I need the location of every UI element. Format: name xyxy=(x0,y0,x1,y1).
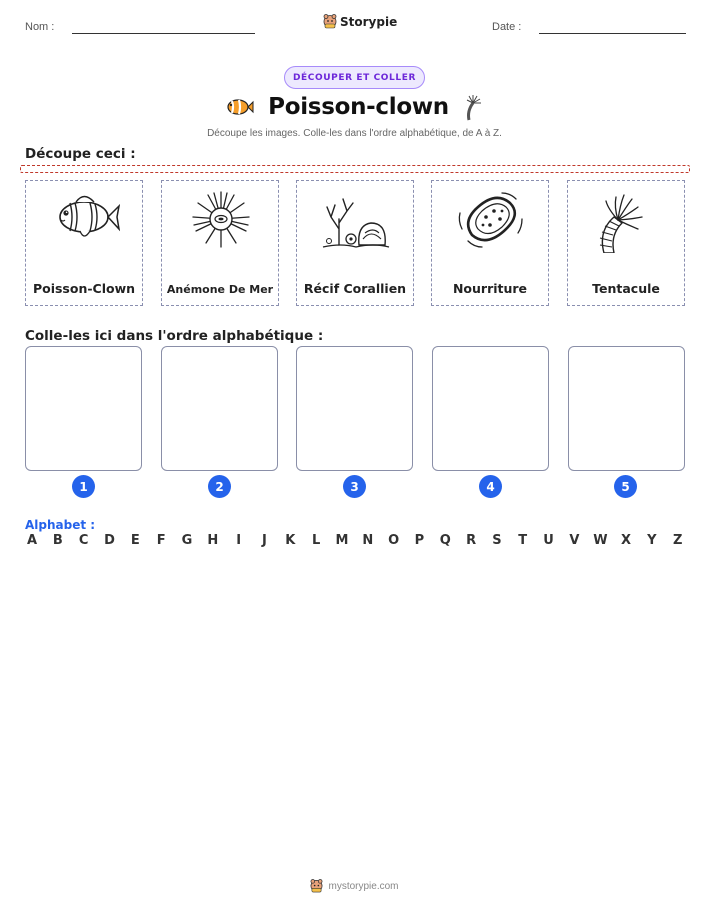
clownfish-icon xyxy=(50,189,120,245)
alphabet-letter: Y xyxy=(647,533,657,548)
storypie-mascot-icon xyxy=(310,879,323,893)
cut-card-poisson-clown[interactable] xyxy=(25,180,143,306)
paste-box-3[interactable] xyxy=(296,346,413,471)
tentacle-icon xyxy=(592,189,662,253)
alphabet-letter: D xyxy=(104,533,115,548)
page-title: Poisson-clown xyxy=(268,94,449,120)
paste-box-2[interactable] xyxy=(161,346,278,471)
card-label: Récif Corallien xyxy=(303,281,407,296)
order-number-1: 1 xyxy=(72,475,95,498)
alphabet-letter: M xyxy=(335,533,349,548)
footer-url[interactable]: mystorypie.com xyxy=(328,880,399,892)
coral-reef-icon xyxy=(321,189,391,251)
alphabet-letter: J xyxy=(262,533,267,548)
alphabet-letter: N xyxy=(362,533,374,548)
instruction-text: Découpe les images. Colle-les dans l'ordre alphabétique, de A à Z. xyxy=(207,128,502,139)
name-line[interactable] xyxy=(72,33,255,34)
card-label: Poisson-Clown xyxy=(32,281,136,296)
alphabet-row xyxy=(25,533,685,548)
alphabet-letter: R xyxy=(466,533,477,548)
food-icon xyxy=(456,189,526,251)
order-number-5: 5 xyxy=(614,475,637,498)
card-label: Nourriture xyxy=(452,281,528,296)
alphabet-letter: Q xyxy=(439,533,451,548)
card-label: Tentacule xyxy=(592,281,660,296)
alphabet-letter: P xyxy=(414,533,425,548)
alphabet-letter: H xyxy=(207,533,219,548)
alphabet-letter: F xyxy=(156,533,166,548)
alphabet-letter: C xyxy=(78,533,89,548)
alphabet-letter: G xyxy=(181,533,193,548)
date-label: Date : xyxy=(492,21,522,33)
alphabet-letter: S xyxy=(492,533,502,548)
card-label: Anémone De Mer xyxy=(166,283,274,296)
alphabet-letter: L xyxy=(311,533,321,548)
paste-box-4[interactable] xyxy=(432,346,549,471)
alphabet-letter: O xyxy=(388,533,400,548)
alphabet-letter: B xyxy=(52,533,63,548)
brand-name: Storypie xyxy=(340,14,398,29)
alphabet-letter: X xyxy=(621,533,632,548)
title-row xyxy=(0,91,709,123)
paste-section-label: Colle-les ici dans l'ordre alphabétique : xyxy=(25,328,324,344)
alphabet-letter: E xyxy=(130,533,140,548)
paste-box-1[interactable] xyxy=(25,346,142,471)
order-number-3: 3 xyxy=(343,475,366,498)
brand-logo xyxy=(323,14,397,29)
tentacle-title-icon xyxy=(463,93,485,121)
alphabet-letter: V xyxy=(569,533,580,548)
cut-dashed-line xyxy=(20,165,690,173)
clownfish-title-icon xyxy=(224,96,254,118)
footer xyxy=(0,879,709,893)
storypie-mascot-icon xyxy=(323,14,337,29)
activity-badge: DÉCOUPER ET COLLER xyxy=(284,66,425,89)
alphabet-letter: K xyxy=(285,533,296,548)
alphabet-letter: I xyxy=(236,533,242,548)
cut-card-nourriture[interactable] xyxy=(431,180,549,306)
sea-anemone-icon xyxy=(186,189,256,249)
cut-card-tentacule[interactable] xyxy=(567,180,685,306)
order-number-2: 2 xyxy=(208,475,231,498)
alphabet-letter: A xyxy=(26,533,38,548)
name-label: Nom : xyxy=(25,21,55,33)
alphabet-letter: U xyxy=(543,533,554,548)
alphabet-letter: T xyxy=(518,533,528,548)
alphabet-letter: W xyxy=(593,533,608,548)
paste-box-5[interactable] xyxy=(568,346,685,471)
date-line[interactable] xyxy=(539,33,686,34)
alphabet-letter: Z xyxy=(672,533,683,548)
order-number-4: 4 xyxy=(479,475,502,498)
cut-card-anemone-de-mer[interactable] xyxy=(161,180,279,306)
alphabet-label: Alphabet : xyxy=(25,518,96,532)
cut-card-recif-corallien[interactable] xyxy=(296,180,414,306)
cut-section-label: Découpe ceci : xyxy=(25,146,136,162)
